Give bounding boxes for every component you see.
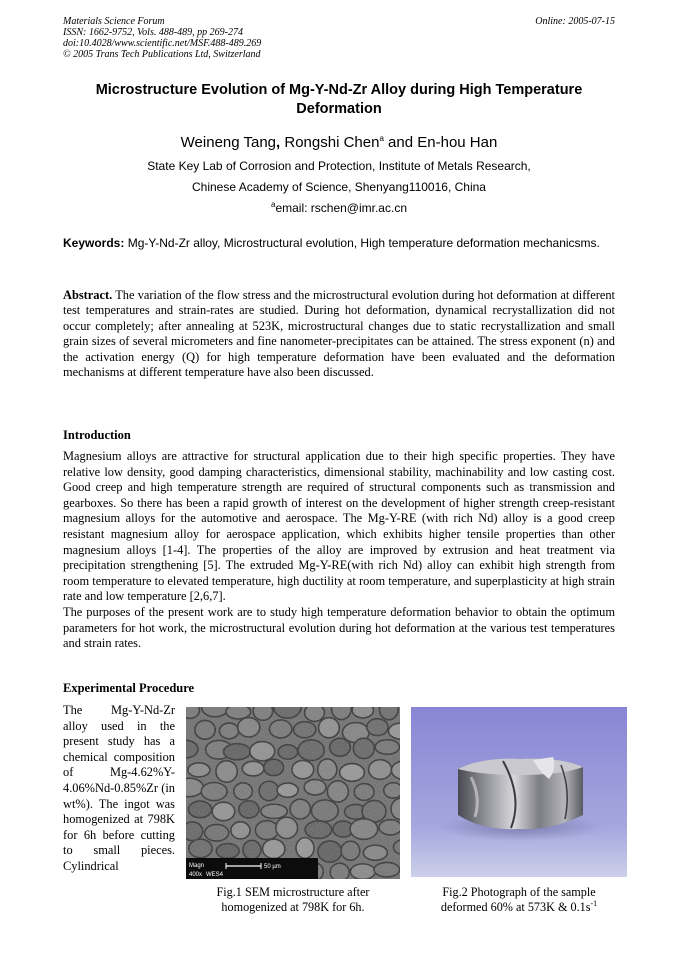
email-text: email: rschen@imr.ac.cn [275, 201, 407, 215]
journal-name: Materials Science Forum [63, 16, 165, 27]
caption-line [411, 900, 627, 915]
scale-detector: WES4 [206, 872, 224, 878]
email-mark: a [270, 200, 276, 209]
caption-line: Fig.2 Photograph of the sample [442, 885, 596, 899]
sem-micrograph-figure [186, 707, 400, 879]
author-name: En-hou Han [417, 134, 498, 151]
section-heading: Introduction [63, 428, 131, 442]
caption-line: homogenized at 798K for 6h. [221, 900, 365, 914]
abstract-text: The variation of the flow stress and the microstructural evolution during hot deformation at different test temperatures and strain-rates are studied. During hot deformation, dynamical recrystallization did not occur completely; after annealing at 523K, microstructural changes due to static recrystallization and small grain sizes of several micrometers and fine nanometer-precipitates can be attained. The stress exponent (n) and the activation energy (Q) for high temperature deformation have been evaluated and the deformation mechanisms at different temperature have also been discussed. [63, 288, 615, 380]
caption-exponent: -1 [590, 898, 598, 908]
sample-photo-figure [411, 707, 627, 877]
running-header [63, 16, 615, 60]
author-email [63, 201, 615, 215]
abstract [63, 288, 615, 380]
paper-title: Microstructure Evolution of Mg-Y-Nd-Zr Alloy during High Temperature Deformation [95, 82, 583, 117]
affiliation-line: State Key Lab of Corrosion and Protection, Institute of Metals Research, [147, 159, 531, 173]
copyright: © 2005 Trans Tech Publications Ltd, Switzerland [63, 49, 261, 60]
author-name: Weineng Tang [180, 134, 277, 151]
paragraph: Magnesium alloys are attractive for structural application due to their high specific properties. They have relative low density, good damping characteristics, dimensional stability, machinability and low casting cost. Good creep and high temperature strength are required of structural components such as transmission and gearboxes. So there has been a rapid growth of interest on the development of higher strength creep-resistant magnesium alloys for the automotive and aerospace. The Mg-Y-RE (with rich Nd) alloy is a good creep resistant magnesium alloy for aerospace application, which exhibits higher tensile properties than other magnesium alloys [1-4]. The properties of the alloy are improved by extrusion and heat treatment via precipitation strengthening [5]. The extruded Mg-Y-RE(with rich Nd) alloy can exhibit high strength from room temperature to elevated temperature, high ductility at room temperature, and superplasticity at high strain rate and low temperature [2,6,7]. [63, 449, 615, 604]
scale-magn-label: Magn [189, 863, 205, 869]
introduction-body [63, 449, 615, 652]
keywords-label: Keywords: [63, 236, 125, 250]
scale-length: 50 µm [264, 864, 281, 870]
experimental-body: The Mg-Y-Nd-Zr alloy used in the present study has a chemical composition of Mg-4.62%Y- 4.06%Nd-0.85%Zr (in wt%). The ingot was homogenized at 798K for 6h before cutting to small pieces. Cylindrical [63, 703, 175, 873]
figure-caption [186, 885, 400, 915]
section-heading: Experimental Procedure [63, 681, 195, 695]
author-separator: and [383, 134, 418, 151]
issn: ISSN: 1662-9752, Vols. 488-489, pp 269-274 [63, 27, 243, 38]
affiliation-line: Chinese Academy of Science, Shenyang110016, China [192, 180, 486, 194]
sem-micrograph-image [186, 707, 400, 879]
online-date: Online: 2005-07-15 [535, 16, 615, 27]
paragraph: The purposes of the present work are to study high temperature deformation behavior to obtain the optimum parameters for hot work, the microstructural evolution during hot deformation at the various test temperatures and strain rates. [63, 604, 615, 651]
doi: doi:10.4028/www.scientific.net/MSF.488-489.269 [63, 38, 262, 49]
author-name: Rongshi Chen [284, 134, 380, 151]
scale-magnification: 400x [189, 872, 203, 878]
author-separator: , [276, 134, 285, 151]
sample-photo-image [411, 707, 627, 877]
caption-text: deformed 60% at 573K & 0.1s [440, 900, 591, 914]
abstract-label: Abstract. [63, 288, 113, 302]
author-affiliation-mark: a [379, 134, 384, 143]
figure-caption [411, 885, 627, 915]
keywords-text: Mg-Y-Nd-Zr alloy, Microstructural evolution, High temperature deformation mechanicsms. [124, 236, 600, 250]
author-list [63, 134, 615, 151]
caption-line: Fig.1 SEM microstructure after [216, 885, 370, 899]
keywords [63, 236, 615, 251]
